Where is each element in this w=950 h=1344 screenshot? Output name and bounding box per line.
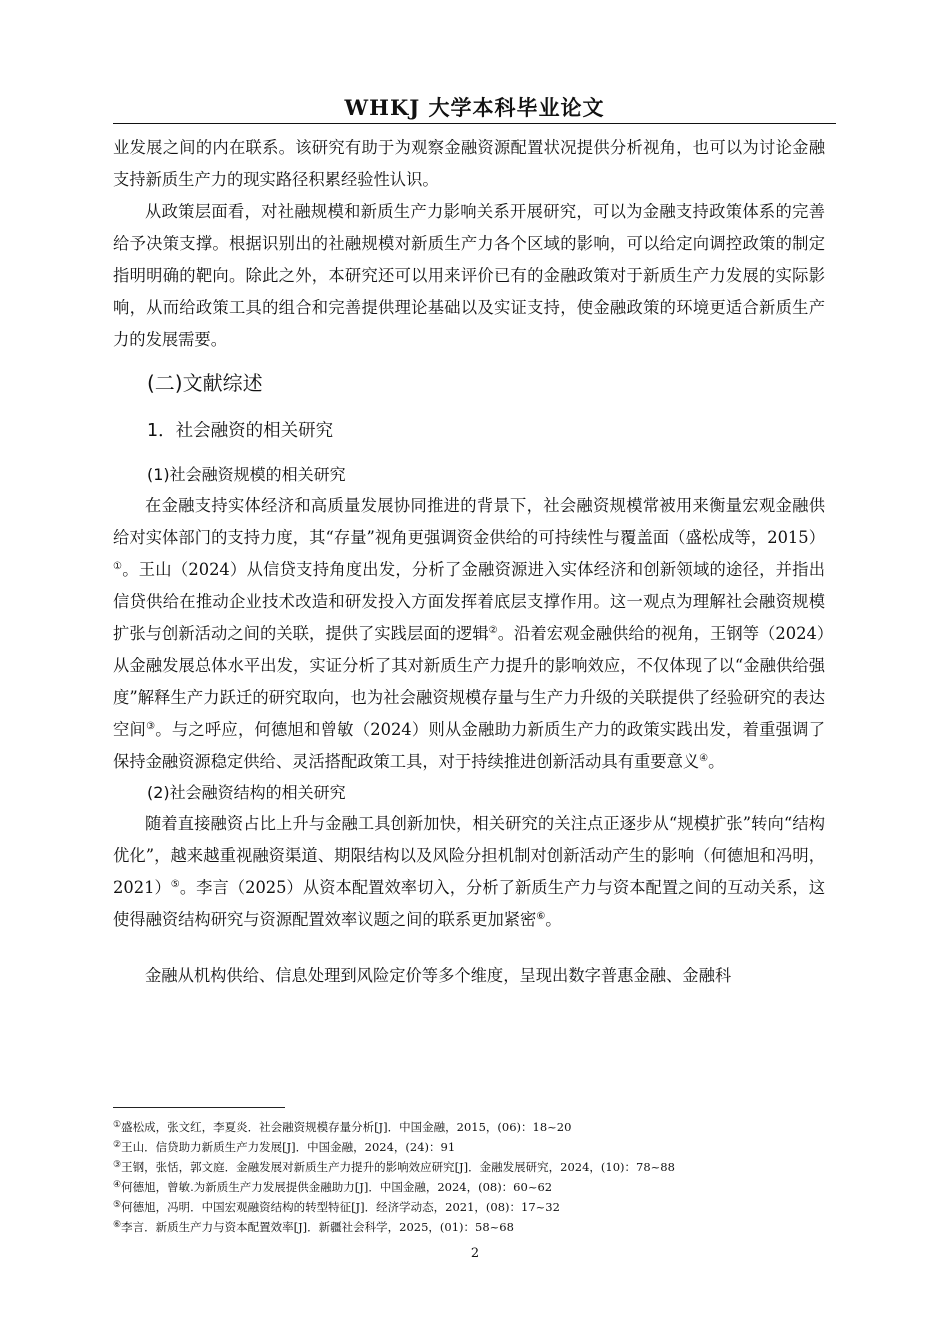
footnote-mark: ④ <box>113 1180 122 1190</box>
footnote-mark: ② <box>113 1140 122 1150</box>
footnote-item <box>113 1216 836 1236</box>
footnote-ref[interactable]: ⑤ <box>170 879 180 890</box>
text-run: 。 <box>545 910 562 929</box>
paragraph-structure-research <box>113 808 825 936</box>
footnote-ref[interactable]: ② <box>488 625 498 636</box>
paragraph-scale-research <box>113 490 825 778</box>
footnotes <box>113 1116 836 1236</box>
footnote-mark: ⑥ <box>113 1220 122 1230</box>
footnote-mark: ① <box>113 1120 122 1130</box>
footnote-item <box>113 1196 836 1216</box>
footnote-separator <box>113 1107 285 1108</box>
footnote-mark: ③ <box>113 1160 122 1170</box>
paragraph-policy: 从政策层面看，对社融规模和新质生产力影响关系开展研究，可以为金融支持政策体系的完善给予决策支撑。根据识别出的社融规模对新质生产力各个区域的影响，可以给定向调控政策的制定指明明确的靶向。除此之外，本研究还可以用来评价已有的金融政策对于新质生产力发展的实际影响，从而给政策工具的组合和完善提供理论基础以及实证支持，使金融政策的环境更适合新质生产力的发展需要。 <box>113 202 825 349</box>
footnote-item <box>113 1176 836 1196</box>
footnote-mark: ⑤ <box>113 1200 122 1210</box>
spacer <box>113 936 825 960</box>
footnote-ref[interactable]: ① <box>113 561 123 572</box>
footnote-text: 何德旭，冯明．中国宏观融资结构的转型特征[J]．经济学动态，2021，(08)：17~32 <box>121 1200 560 1214</box>
text-run: 。 <box>708 752 725 771</box>
subsubsection-heading-scale: (1)社会融资规模的相关研究 <box>147 465 346 484</box>
subsubsection-heading-structure: (2)社会融资结构的相关研究 <box>147 783 346 802</box>
footnote-text: 盛松成，张文红，李夏炎．社会融资规模存量分析[J]．中国金融，2015，(06)：18~20 <box>121 1120 572 1134</box>
footnote-ref[interactable]: ⑥ <box>536 911 546 922</box>
header-rule <box>113 123 836 124</box>
footnote-text: 何德旭，曾敏.为新质生产力发展提供金融助力[J]．中国金融，2024，(08)：60~62 <box>121 1180 553 1194</box>
footnote-text: 王山．信贷助力新质生产力发展[J]．中国金融，2024，(24)：91 <box>121 1140 456 1154</box>
section-heading: (二)文献综述 <box>147 371 263 395</box>
text-run: 。王山（2024）从信贷支持角度出发，分析了金融资源进入实体经济和创新领域的途径，并指出信贷供给在推动企业技术改造和研发投入方面发挥着底层支撑作用。这一观点为理解社会融资规模扩张与创新活动之间的关联，提供了实践层面的逻辑 <box>113 560 825 643</box>
footnote-item <box>113 1116 836 1136</box>
footnote-text: 李言．新质生产力与资本配置效率[J]．新疆社会科学，2025，(01)：58~68 <box>121 1220 514 1234</box>
text-run: 随着直接融资占比上升与金融工具创新加快，相关研究的关注点正逐步从“规模扩张”转向“结构优化”，越来越重视融资渠道、期限结构以及风险分担机制对创新活动产生的影响（何德旭和冯明，2021） <box>113 814 825 897</box>
text-run: 在金融支持实体经济和高质量发展协同推进的背景下，社会融资规模常被用来衡量宏观金融供给对实体部门的支持力度，其“存量”视角更强调资金供给的可持续性与覆盖面（盛松成等，2015） <box>113 496 825 547</box>
subsection-heading: 1．社会融资的相关研究 <box>147 421 334 441</box>
page-number: 2 <box>470 1246 480 1261</box>
paragraph-continued: 业发展之间的内在联系。该研究有助于为观察金融资源配置状况提供分析视角，也可以为讨论金融支持新质生产力的现实路径积累经验性认识。 <box>113 138 825 189</box>
footnote-ref[interactable]: ④ <box>699 753 709 764</box>
footnote-text: 王钢，张恬，郭文庭．金融发展对新质生产力提升的影响效应研究[J]．金融发展研究，2024，(10)：78~88 <box>121 1160 675 1174</box>
footnote-item <box>113 1136 836 1156</box>
text-run: 。与之呼应，何德旭和曾敏（2024）则从金融助力新质生产力的政策实践出发，着重强调了保持金融资源稳定供给、灵活搭配政策工具，对于持续推进创新活动具有重要意义 <box>113 720 825 771</box>
text-run: 。李言（2025）从资本配置效率切入，分析了新质生产力与资本配置之间的互动关系，这使得融资结构研究与资源配置效率议题之间的联系更加紧密 <box>113 878 826 929</box>
body-text <box>113 132 825 992</box>
text-run: 。沿着宏观金融供给的视角，王钢等（2024）从金融发展总体水平出发，实证分析了其对新质生产力提升的影响效应，不仅体现了以“金融供给强度”解释生产力跃迁的研究取向，也为社会融资规模存量与生产力升级的关联提供了经验研究的表达空间 <box>113 624 825 739</box>
paragraph-digital-finance: 金融从机构供给、信息处理到风险定价等多个维度，呈现出数字普惠金融、金融科 <box>145 966 732 985</box>
footnote-ref[interactable]: ③ <box>146 721 156 732</box>
running-header: WHKJ 大学本科毕业论文 <box>344 95 605 120</box>
footnote-item <box>113 1156 836 1176</box>
